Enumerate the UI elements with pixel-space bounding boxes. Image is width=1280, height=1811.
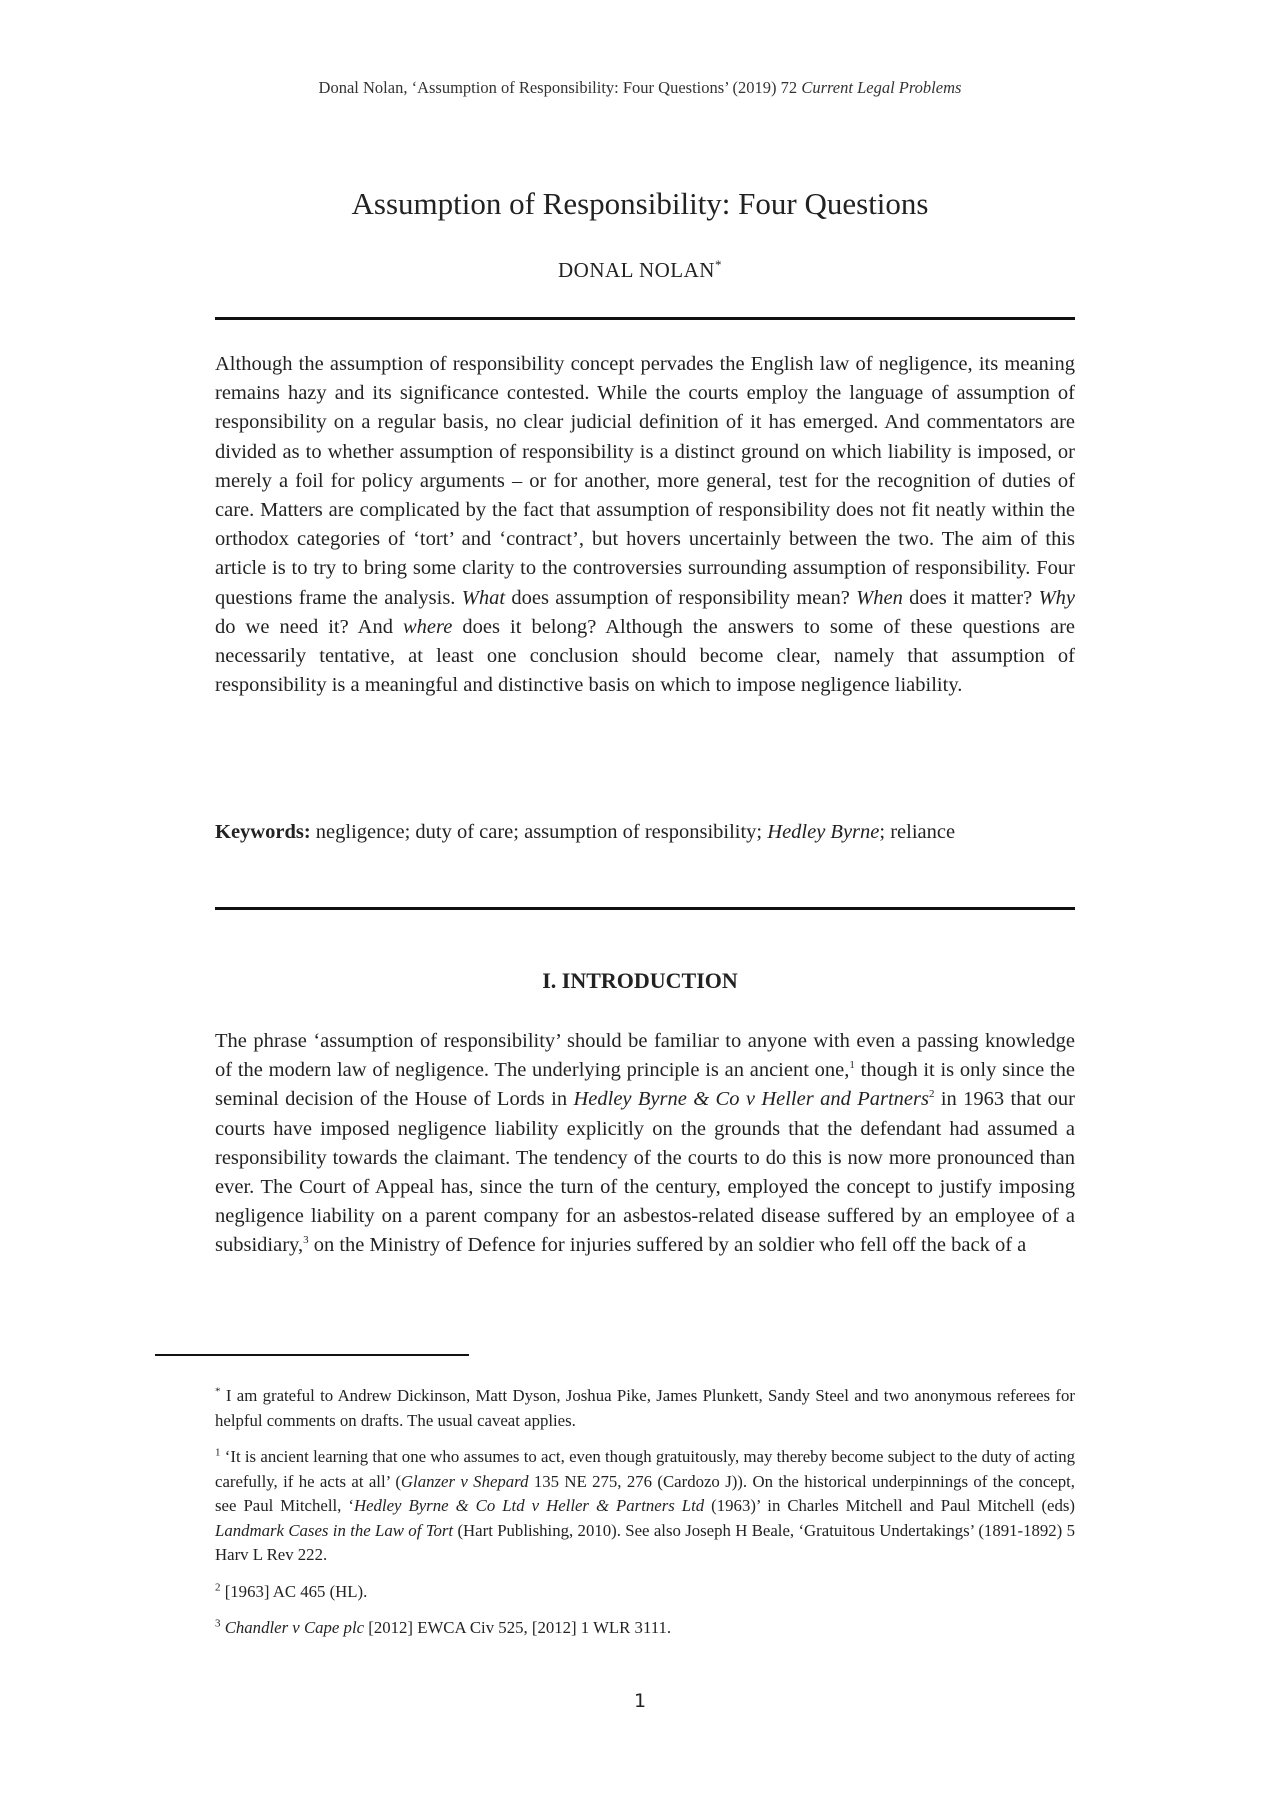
text: [2012] EWCA Civ 525, [2012] 1 WLR 3111. xyxy=(364,1618,672,1637)
footnote-ref[interactable]: 3 xyxy=(303,1234,309,1247)
text: Glanzer v Shepard xyxy=(400,1471,529,1491)
footnote-mark: * xyxy=(215,1385,221,1398)
section-heading: I. INTRODUCTION xyxy=(542,968,738,993)
header-citation: Donal Nolan, ‘Assumption of Responsibility: Four Questions’ (2019) 72 xyxy=(318,78,802,97)
footnote-2 xyxy=(215,1580,1075,1605)
text: Landmark Cases in the Law of Tort xyxy=(215,1520,454,1540)
text: 135 NE 275, 276 (Cardozo J)). On the historical underpinnings of the concept, see Paul Mitchell, ‘ xyxy=(215,1471,1075,1515)
text: where xyxy=(403,615,453,638)
footnote-3 xyxy=(215,1616,1075,1641)
footnotes xyxy=(215,1384,1075,1653)
footnote-star xyxy=(215,1384,1075,1433)
text: does it belong? Although the answers to some of these questions are necessarily tentative, at least one conclusion should become clear, namely that assumption of responsibility is a meaningful and distinctive basis on which to impose negligence liability. xyxy=(215,615,1076,697)
text: does it matter? xyxy=(902,586,1039,609)
divider-top xyxy=(215,317,1075,320)
text: Although the assumption of responsibility concept pervades the English law of negligence, its meaning remains hazy and its significance contested. While the courts employ the language of assumption of responsibility on a regular basis, no clear judicial definition of it has emerged. And commentators are divided as to whether assumption of responsibility is a distinct ground on which liability is imposed, or merely a foil for policy arguments – or for another, more general, test for the recognition of duties of care. Matters are complicated by the fact that assumption of responsibility does not fit neatly within the orthodox categories of ‘tort’ and ‘contract’, but hovers uncertainly between the two. The aim of this article is to try to bring some clarity to the controversies surrounding assumption of responsibility. Four questions frame the analysis. xyxy=(215,353,1075,609)
text: When xyxy=(856,586,903,609)
text: on the Ministry of Defence for injuries suffered by an soldier who fell off the back of a xyxy=(308,1234,1027,1257)
page-number: 1 xyxy=(633,1690,647,1712)
text: negligence; duty of care; assumption of responsibility; xyxy=(310,821,768,843)
footnote-mark: 3 xyxy=(215,1617,221,1630)
text: Hedley Byrne xyxy=(767,821,880,843)
introduction-paragraph xyxy=(215,1027,1075,1261)
footnote-mark: 1 xyxy=(215,1446,221,1459)
author-footnote-mark[interactable]: * xyxy=(714,257,722,272)
author-line xyxy=(0,258,1280,283)
text: (1963)’ in Charles Mitchell and Paul Mitchell (eds) xyxy=(704,1496,1075,1515)
keywords xyxy=(215,818,1075,847)
abstract xyxy=(215,350,1075,700)
text: do we need it? And xyxy=(215,615,403,638)
running-header xyxy=(0,78,1280,98)
author-name: DONAL NOLAN xyxy=(558,258,715,282)
abstract-text xyxy=(215,350,1075,700)
footnote-1 xyxy=(215,1445,1075,1568)
text: Hedley Byrne & Co Ltd v Heller & Partners Ltd xyxy=(353,1496,705,1515)
divider-bottom xyxy=(215,907,1075,910)
text: ‘It is ancient learning that one who assumes to act, even though gratuitously, may thereby become subject to the duty of acting carefully, if he acts at all’ ( xyxy=(215,1447,1075,1491)
text: (Hart Publishing, 2010). See also Joseph H Beale, ‘Gratuitous Undertakings’ (1891-1892) 5 Harv L Rev 222. xyxy=(215,1520,1075,1564)
footnote-ref[interactable]: 1 xyxy=(849,1059,855,1072)
keywords-label: Keywords: xyxy=(215,821,311,843)
header-journal: Current Legal Problems xyxy=(801,78,962,97)
footnote-ref[interactable]: 2 xyxy=(928,1088,935,1101)
text: though it is only since the seminal decision of the House of Lords in xyxy=(215,1059,1075,1111)
text: in 1963 that our courts have imposed negligence liability explicitly on the grounds that the defendant had assumed a responsibility towards the claimant. The tendency of the courts to do this is now more pronounced than ever. The Court of Appeal has, since the turn of the century, employed the concept to justify imposing negligence liability on a parent company for an asbestos-related disease suffered by an employee of a subsidiary, xyxy=(215,1088,1075,1257)
footnote-mark: 2 xyxy=(215,1580,221,1593)
text: The phrase ‘assumption of responsibility’ should be familiar to anyone with even a passing knowledge of the modern law of negligence. The underlying principle is an ancient one, xyxy=(215,1030,1075,1082)
footnote-separator xyxy=(155,1354,469,1356)
article-title: Assumption of Responsibility: Four Questions xyxy=(351,186,929,221)
text: Chandler v Cape plc xyxy=(224,1618,365,1637)
text: What xyxy=(461,586,506,609)
text: Why xyxy=(1038,586,1075,609)
text: [1963] AC 465 (HL). xyxy=(220,1581,368,1601)
text: Hedley Byrne & Co v Heller and Partners xyxy=(573,1088,929,1111)
text: does assumption of responsibility mean? xyxy=(505,586,857,609)
text: ; reliance xyxy=(879,821,956,843)
text: I am grateful to Andrew Dickinson, Matt Dyson, Joshua Pike, James Plunkett, Sandy Steel and two anonymous referees for helpful comments on drafts. The usual caveat applies. xyxy=(215,1386,1075,1430)
